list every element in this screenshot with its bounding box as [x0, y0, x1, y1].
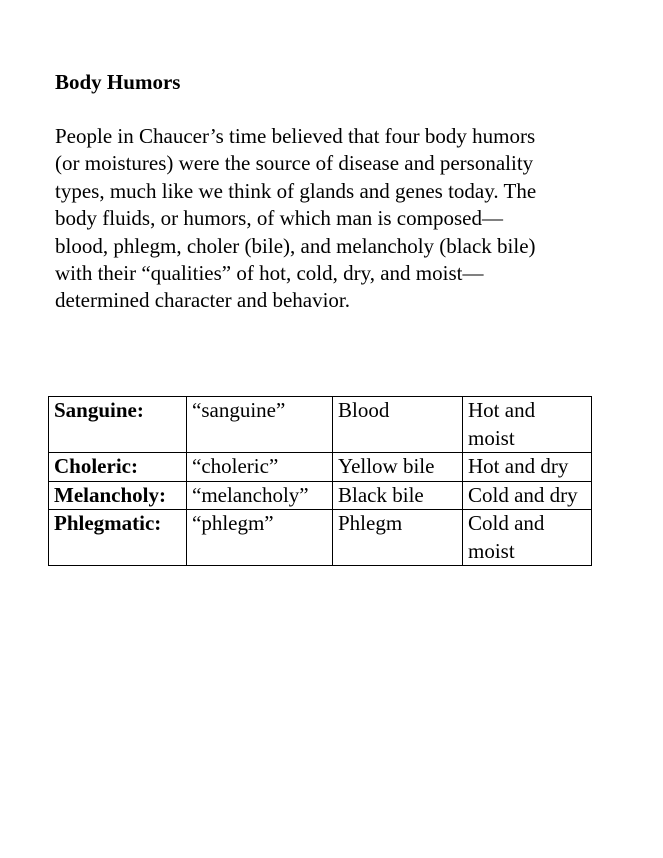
fluid-cell: Black bile [333, 481, 463, 510]
table-row [49, 397, 592, 453]
intro-line: People in Chaucer’s time believed that four body humors [55, 124, 536, 148]
intro-paragraph [55, 123, 625, 315]
intro-line: with their “qualities” of hot, cold, dry, and moist— [55, 261, 484, 286]
term-cell: “sanguine” [187, 397, 333, 453]
intro-line: blood, phlegm, choler (bile), and melancholy (black bile) [55, 233, 536, 258]
temperament-cell: Phlegmatic: [49, 510, 187, 566]
humors-table [48, 396, 592, 566]
intro-line: (or moistures) were the source of disease and personality [55, 151, 534, 176]
intro-line: determined character and behavior. [55, 288, 351, 313]
temperament-cell: Sanguine: [49, 397, 187, 453]
temperament-cell: Melancholy: [49, 481, 187, 510]
term-cell: “choleric” [187, 453, 333, 482]
fluid-cell: Phlegm [333, 510, 463, 566]
fluid-cell: Blood [333, 397, 463, 453]
table-row [49, 481, 592, 510]
table-row [49, 453, 592, 482]
table-row [49, 510, 592, 566]
intro-line: body fluids, or humors, of which man is composed— [55, 206, 503, 231]
qualities-cell: Cold and moist [463, 510, 592, 566]
temperament-cell: Choleric: [49, 453, 187, 482]
qualities-cell: Cold and dry [463, 481, 592, 510]
term-cell: “melancholy” [187, 481, 333, 510]
qualities-cell: Hot and moist [463, 397, 592, 453]
page-title: Body Humors [55, 70, 181, 94]
qualities-cell: Hot and dry [463, 453, 592, 482]
term-cell: “phlegm” [187, 510, 333, 566]
intro-line: types, much like we think of glands and genes today. The [55, 178, 537, 203]
fluid-cell: Yellow bile [333, 453, 463, 482]
